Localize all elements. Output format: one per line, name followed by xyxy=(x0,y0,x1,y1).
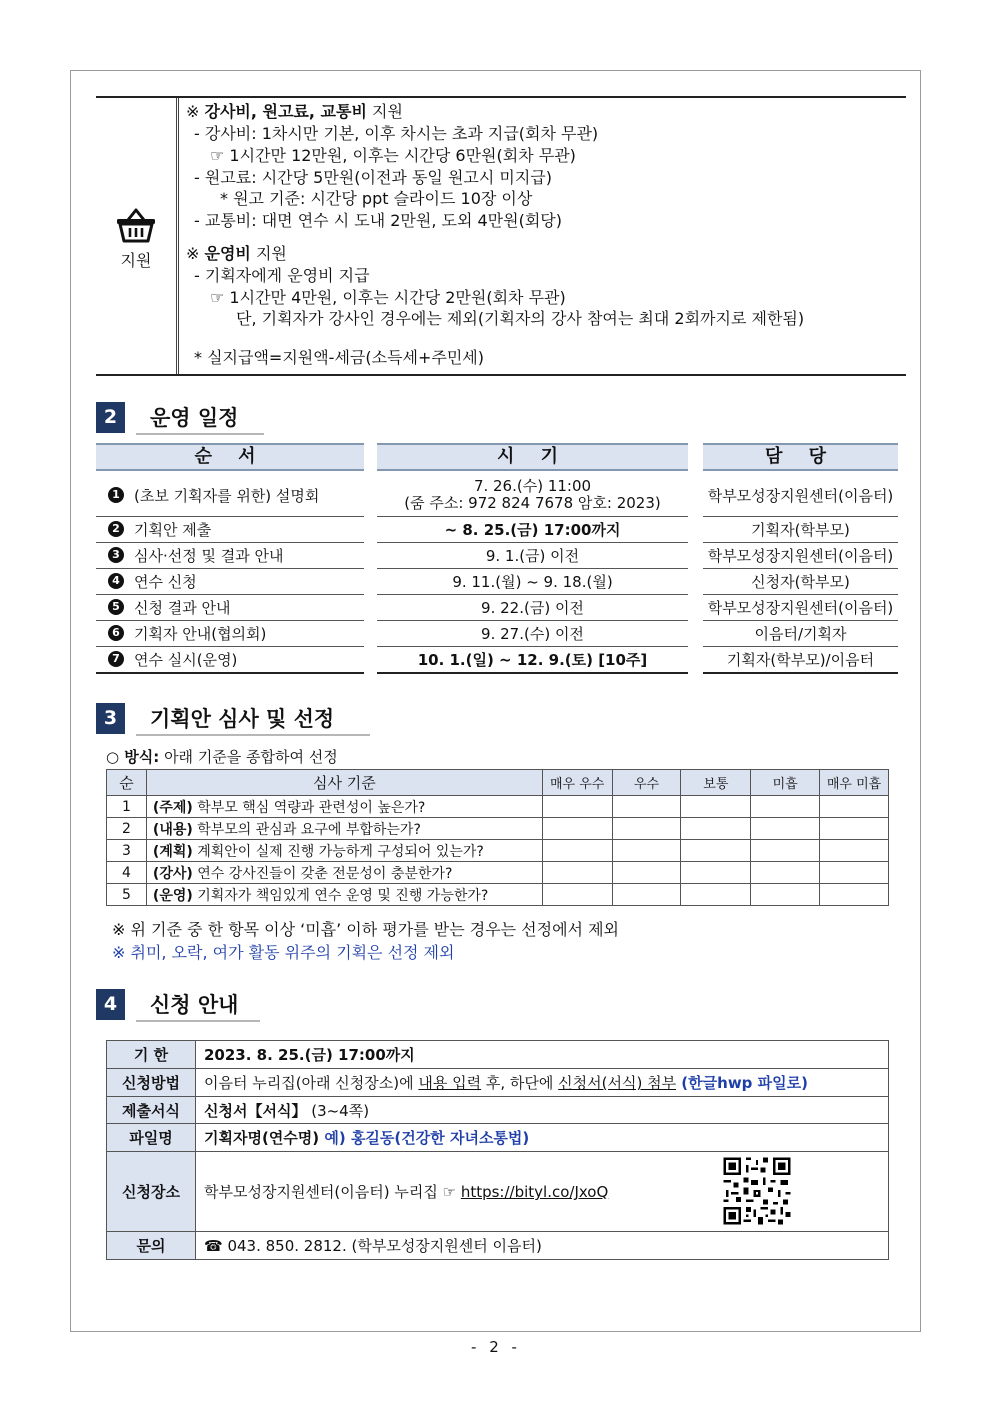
support-line-2: - 강사비: 1차시만 기본, 이후 차시는 초과 지급(회차 무관) xyxy=(194,124,599,143)
application-table xyxy=(106,1040,889,1260)
step-number-badge: 6 xyxy=(108,625,124,641)
rating-cell[interactable] xyxy=(612,884,681,906)
criteria-header-num: 순 xyxy=(107,770,147,796)
rating-cell[interactable] xyxy=(612,862,681,884)
row-divider xyxy=(377,542,688,543)
schedule-step-6: 6 기획자 안내(협의회) xyxy=(108,620,364,646)
support-line-3: ☞ 1시간만 12만원, 이후는 시간당 6만원(회차 무관) xyxy=(210,146,576,165)
contact-key: 문의 xyxy=(107,1232,196,1260)
support-label-column xyxy=(96,98,179,374)
rating-cell[interactable] xyxy=(542,884,612,906)
criteria-text: (계획) 계획안이 실제 진행 가능하게 구성되어 있는가? xyxy=(146,840,542,862)
criteria-num: 5 xyxy=(107,884,147,906)
criteria-text: (주제) 학부모 핵심 역량과 관련성이 높은가? xyxy=(146,796,542,818)
deadline-value: 2023. 8. 25.(금) 17:00까지 xyxy=(196,1041,889,1069)
row-divider xyxy=(96,516,364,517)
rating-cell[interactable] xyxy=(542,796,612,818)
schedule-step-5: 5 신청 결과 안내 xyxy=(108,594,364,620)
schedule-step-4: 4 연수 신청 xyxy=(108,568,364,594)
section-4-underline xyxy=(136,1020,260,1022)
table-row xyxy=(107,1097,889,1124)
table-row xyxy=(107,818,889,840)
criteria-text: (내용) 학부모의 관심과 요구에 부합하는가? xyxy=(146,818,542,840)
support-label: 지원 xyxy=(120,251,152,270)
row-divider xyxy=(377,620,688,621)
rating-cell[interactable] xyxy=(542,862,612,884)
place-value: 학부모성장지원센터(이음터) 누리집 ☞ https://bityl.co/JxoQ xyxy=(196,1152,889,1232)
row-divider xyxy=(96,542,364,543)
support-line-11: * 실지급액=지원액-세금(소득세+주민세) xyxy=(194,348,484,367)
section-2-title: 운영 일정 xyxy=(150,406,239,430)
rating-cell[interactable] xyxy=(681,884,751,906)
rating-cell[interactable] xyxy=(751,884,820,906)
schedule-when-5: 9. 22.(금) 이전 xyxy=(481,598,584,617)
table-row xyxy=(107,1232,889,1260)
rating-cell[interactable] xyxy=(751,796,820,818)
schedule-when-6: 9. 27.(수) 이전 xyxy=(481,624,584,643)
form-key: 제출서식 xyxy=(107,1097,196,1124)
contact-value: ☎ 043. 850. 2812. (학부모성장지원센터 이음터) xyxy=(196,1232,889,1260)
row-divider xyxy=(377,594,688,595)
schedule-step-7: 7 연수 실시(운영) xyxy=(108,646,364,672)
application-link[interactable]: https://bityl.co/JxoQ xyxy=(460,1183,609,1201)
criteria-header-average: 보통 xyxy=(681,770,751,796)
form-value: 신청서【서식】 (3~4쪽) xyxy=(196,1097,889,1124)
table-bottom-border xyxy=(96,672,364,674)
support-line-4: - 원고료: 시간당 5만원(이전과 동일 원고시 미지급) xyxy=(194,168,553,187)
support-line-8: - 기획자에게 운영비 지급 xyxy=(194,266,370,285)
criteria-num: 3 xyxy=(107,840,147,862)
method-key: 신청방법 xyxy=(107,1069,196,1097)
criteria-header-good: 우수 xyxy=(612,770,681,796)
criteria-header-row xyxy=(107,770,889,796)
section-2-number: 2 xyxy=(96,402,125,433)
support-line-5: * 원고 기준: 시간당 ppt 슬라이드 10장 이상 xyxy=(220,189,533,208)
rating-cell[interactable] xyxy=(542,818,612,840)
row-divider xyxy=(703,646,898,647)
schedule-who-5: 학부모성장지원센터(이음터) xyxy=(707,598,894,617)
schedule-when-2: ~ 8. 25.(금) 17:00까지 xyxy=(444,520,621,539)
rating-cell[interactable] xyxy=(820,796,889,818)
row-divider xyxy=(96,620,364,621)
row-divider xyxy=(377,516,688,517)
deadline-key: 기 한 xyxy=(107,1041,196,1069)
method-value: 이음터 누리집(아래 신청장소)에 내용 입력 후, 하단에 신청서(서식) 첨부 (한글hwp 파일로) xyxy=(196,1069,889,1097)
step-number-badge: 1 xyxy=(108,487,124,503)
section-4-title: 신청 안내 xyxy=(150,993,239,1017)
filename-key: 파일명 xyxy=(107,1124,196,1152)
row-divider xyxy=(377,568,688,569)
support-line-9: ☞ 1시간만 4만원, 이후는 시간당 2만원(회차 무관) xyxy=(210,288,566,307)
table-bottom-border xyxy=(703,672,898,674)
schedule-who-3: 학부모성장지원센터(이음터) xyxy=(707,546,894,565)
rating-cell[interactable] xyxy=(681,862,751,884)
row-divider xyxy=(96,568,364,569)
schedule-header-when: 시 기 xyxy=(377,443,688,471)
section-4-number: 4 xyxy=(96,989,125,1020)
step-number-badge: 3 xyxy=(108,547,124,563)
support-line-10: 단, 기획자가 강사인 경우에는 제외(기획자의 강사 참여는 최대 2회까지로 제한됨) xyxy=(236,309,805,328)
section-2-underline xyxy=(136,433,264,435)
rating-cell[interactable] xyxy=(820,840,889,862)
rating-cell[interactable] xyxy=(612,818,681,840)
section-3-number: 3 xyxy=(96,703,125,734)
step-number-badge: 2 xyxy=(108,521,124,537)
table-row xyxy=(107,840,889,862)
section-3-title: 기획안 심사 및 선정 xyxy=(150,707,335,731)
table-row xyxy=(107,796,889,818)
qr-code[interactable] xyxy=(721,1155,793,1227)
table-row xyxy=(107,884,889,906)
rating-cell[interactable] xyxy=(681,796,751,818)
schedule-when-7: 10. 1.(일) ~ 12. 9.(토) [10주] xyxy=(417,650,648,669)
criteria-table xyxy=(106,769,889,906)
rating-cell[interactable] xyxy=(820,862,889,884)
rating-cell[interactable] xyxy=(612,840,681,862)
table-row xyxy=(107,1041,889,1069)
row-divider xyxy=(703,620,898,621)
rating-cell[interactable] xyxy=(751,840,820,862)
criteria-header-poor: 미흡 xyxy=(751,770,820,796)
support-line-7: ※ 운영비 지원 xyxy=(186,244,287,263)
rating-cell[interactable] xyxy=(681,818,751,840)
exclusion-note: ※ 위 기준 중 한 항목 이상 ‘미흡’ 이하 평가를 받는 경우는 선정에서 제외 xyxy=(112,920,620,939)
row-divider xyxy=(703,516,898,517)
criteria-header-excellent: 매우 우수 xyxy=(542,770,612,796)
table-bottom-border xyxy=(377,672,688,674)
criteria-header-very-poor: 매우 미흡 xyxy=(820,770,889,796)
step-number-badge: 4 xyxy=(108,573,124,589)
criteria-text: (강사) 연수 강사진들이 갖춘 전문성이 충분한가? xyxy=(146,862,542,884)
row-divider xyxy=(96,594,364,595)
step-number-badge: 5 xyxy=(108,599,124,615)
rating-cell[interactable] xyxy=(542,840,612,862)
schedule-who-7: 기획자(학부모)/이음터 xyxy=(726,650,875,669)
schedule-when-1: 7. 26.(수) 11:00 (줌 주소: 972 824 7678 암호: 2023) xyxy=(404,477,661,512)
support-line-1: ※ 강사비, 원고료, 교통비 지원 xyxy=(186,102,403,121)
row-divider xyxy=(703,594,898,595)
basket-icon xyxy=(114,208,158,244)
step-number-badge: 7 xyxy=(108,651,124,667)
rating-cell[interactable] xyxy=(751,818,820,840)
page-number: - 2 - xyxy=(471,1338,521,1356)
rating-cell[interactable] xyxy=(820,818,889,840)
table-row xyxy=(107,862,889,884)
method-line: ○ 방식: 아래 기준을 종합하여 선정 xyxy=(106,748,338,766)
criteria-text: (운영) 기획자가 책임있게 연수 운영 및 진행 가능한가? xyxy=(146,884,542,906)
schedule-when-4: 9. 11.(월) ~ 9. 18.(월) xyxy=(452,572,613,591)
hobby-exclusion-note: ※ 취미, 오락, 여가 활동 위주의 기획은 선정 제외 xyxy=(112,943,455,962)
criteria-num: 1 xyxy=(107,796,147,818)
table-row xyxy=(107,1124,889,1152)
schedule-who-6: 이음터/기획자 xyxy=(754,624,847,643)
section-3-underline xyxy=(136,734,370,736)
schedule-header-step: 순 서 xyxy=(96,443,364,471)
schedule-who-1: 학부모성장지원센터(이음터) xyxy=(707,486,894,505)
schedule-header-who: 담 당 xyxy=(703,443,898,471)
schedule-step-2: 2 기획안 제출 xyxy=(108,516,364,542)
filename-value: 기획자명(연수명) 예) 홍길동(건강한 자녀소통법) xyxy=(196,1124,889,1152)
schedule-step-1: 1 (초보 기획자를 위한) 설명회 xyxy=(108,474,364,516)
schedule-who-4: 신청자(학부모) xyxy=(751,572,850,591)
schedule-who-2: 기획자(학부모) xyxy=(751,520,850,539)
table-row xyxy=(107,1069,889,1097)
support-box xyxy=(96,96,906,376)
schedule-when-3: 9. 1.(금) 이전 xyxy=(485,546,580,565)
row-divider xyxy=(703,568,898,569)
support-line-6: - 교통비: 대면 연수 시 도내 2만원, 도외 4만원(회당) xyxy=(194,211,562,230)
place-key: 신청장소 xyxy=(107,1152,196,1232)
criteria-num: 2 xyxy=(107,818,147,840)
row-divider xyxy=(96,646,364,647)
rating-cell[interactable] xyxy=(612,796,681,818)
row-divider xyxy=(703,542,898,543)
rating-cell[interactable] xyxy=(820,884,889,906)
criteria-header-criteria: 심사 기준 xyxy=(146,770,542,796)
rating-cell[interactable] xyxy=(681,840,751,862)
criteria-num: 4 xyxy=(107,862,147,884)
schedule-step-3: 3 심사·선정 및 결과 안내 xyxy=(108,542,364,568)
row-divider xyxy=(377,646,688,647)
rating-cell[interactable] xyxy=(751,862,820,884)
